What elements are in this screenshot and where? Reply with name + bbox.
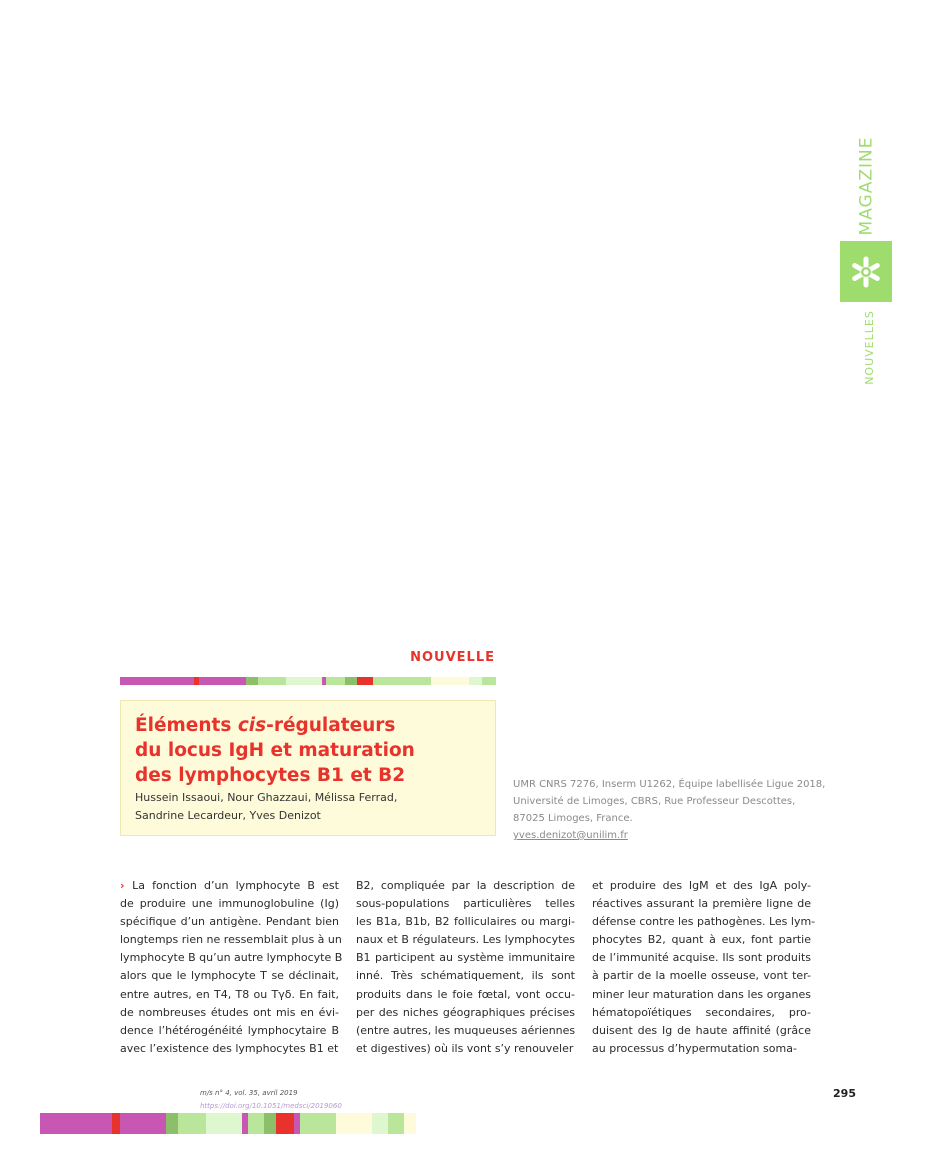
- body-text-line: spécifique d’un antigène. Pendant bien: [120, 915, 339, 929]
- title-line-3: des lymphocytes B1 et B2: [135, 765, 406, 786]
- body-text-line: réactives assurant la première ligne de: [592, 897, 811, 911]
- article-title: [135, 713, 485, 788]
- body-text-line: [120, 877, 339, 895]
- bottom-color-bar: [40, 1113, 418, 1134]
- body-text-line: produits dans le foie fœtal, vont occu-: [356, 987, 575, 1001]
- body-column-1: [120, 877, 343, 1058]
- author-email-link[interactable]: yves.denizot@unilim.fr: [513, 830, 628, 841]
- title-part: Éléments: [135, 715, 238, 736]
- body-text-line: per des niches géographiques précises: [356, 1005, 575, 1019]
- affiliation: [513, 776, 833, 844]
- section-label: NOUVELLE: [410, 650, 495, 665]
- title-line-2: du locus IgH et maturation: [135, 740, 415, 761]
- title-italic-part: cis: [237, 715, 267, 736]
- side-magazine-label: [846, 138, 886, 234]
- body-text-line: et produire des IgM et des IgA poly-: [592, 879, 811, 892]
- body-text-line: sous-populations particulières telles: [356, 897, 575, 911]
- body-text-line: naux et B régulateurs. Les lymphocytes: [356, 933, 575, 947]
- body-text-line: et digestives) où ils vont s’y renouveler: [356, 1041, 574, 1055]
- body-text-line: entre autres, en T4, T8 ou Tγδ. En fait,: [120, 987, 339, 1001]
- affiliation-line: 87025 Limoges, France.: [513, 813, 633, 824]
- body-column-2: [356, 877, 575, 1058]
- body-text-line: au processus d’hypermutation soma-: [592, 1041, 797, 1055]
- body-text-line: duisent des Ig de haute affinité (grâce: [592, 1023, 811, 1037]
- body-text-line: dence l’hétérogénéité lymphocytaire B: [120, 1023, 339, 1037]
- body-text-line: les B1a, B1b, B2 folliculaires ou margi-: [356, 915, 575, 929]
- body-text-line: alors que le lymphocyte T se déclinait,: [120, 969, 339, 983]
- body-text-line: B2, compliquée par la description de: [356, 879, 575, 892]
- affiliation-line: UMR CNRS 7276, Inserm U1262, Équipe labellisée Ligue 2018,: [513, 779, 826, 790]
- body-text-line: longtemps rien ne ressemblait plus à un: [120, 933, 342, 947]
- body-text-line: de l’immunité acquise. Ils sont produits: [592, 951, 811, 965]
- footer-reference: m/s n° 4, vol. 35, avril 2019: [200, 1089, 298, 1097]
- top-color-bar: [120, 677, 496, 685]
- title-part: -régulateurs: [266, 715, 396, 736]
- affiliation-line: Université de Limoges, CBRS, Rue Professeur Descottes,: [513, 796, 796, 807]
- body-text-line: de produire une immunoglobuline (Ig): [120, 897, 339, 911]
- body-text-line: de nombreuses études ont mis en évi-: [120, 1005, 339, 1019]
- body-column-3: [592, 877, 816, 1058]
- body-text-line: défense contre les pathogènes. Les lym-: [592, 915, 816, 929]
- side-asterisk-badge: [840, 241, 892, 302]
- body-text-line: B1 participent au système immunitaire: [356, 951, 575, 965]
- body-text-line: inné. Très schématiquement, ils sont: [356, 969, 575, 983]
- body-text-line: lymphocyte B qu’un autre lymphocyte B: [120, 951, 343, 965]
- title-box: [120, 700, 496, 836]
- body-text-line: avec l’existence des lymphocytes B1 et: [120, 1041, 339, 1055]
- body-text-line: miner leur maturation dans les organes: [592, 987, 811, 1001]
- magazine-text: MAGAZINE: [856, 136, 877, 236]
- body-text-line: hématopoïétiques secondaires, pro-: [592, 1005, 811, 1019]
- footer-doi-link[interactable]: https://doi.org/10.1051/medsci/2019060: [200, 1102, 342, 1110]
- authors-line: Sandrine Lecardeur, Yves Denizot: [135, 809, 321, 822]
- page-number: 295: [833, 1087, 856, 1100]
- authors-line: Hussein Issaoui, Nour Ghazzaui, Mélissa Ferrad,: [135, 791, 398, 804]
- asterisk-icon: [849, 255, 883, 289]
- nouvelles-text: NOUVELLES: [862, 309, 876, 385]
- chevron-right-icon: ›: [120, 879, 133, 892]
- body-text-line: phocytes B2, quant à eux, font partie: [592, 933, 811, 947]
- side-nouvelles-label: [854, 309, 884, 385]
- title-line-1: [135, 713, 485, 738]
- authors: [135, 789, 485, 825]
- body-text-line: (entre autres, les muqueuses aériennes: [356, 1023, 576, 1037]
- body-text-fragment: La fonction d’un lymphocyte B est: [132, 879, 339, 892]
- body-text-line: à partir de la moelle osseuse, vont ter-: [592, 969, 811, 983]
